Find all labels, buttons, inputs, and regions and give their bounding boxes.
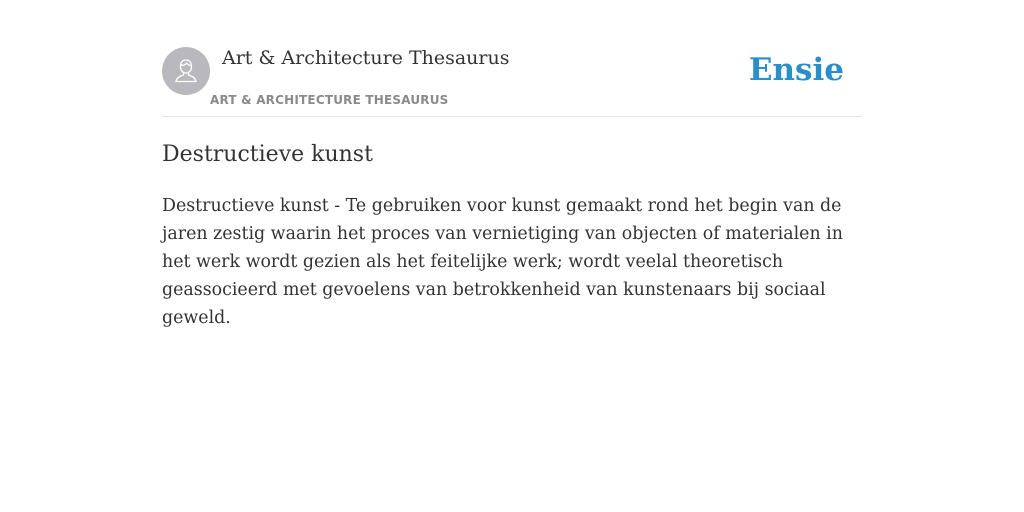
page-title: Destructieve kunst bbox=[162, 142, 373, 167]
article-header bbox=[162, 46, 862, 117]
user-avatar-icon bbox=[171, 56, 201, 86]
article-body: Destructieve kunst - Te gebruiken voor kunst gemaakt rond het begin van de jaren zestig waarin het proces van vernietiging van objecten of materialen in het werk wordt gezien als het feitelijke werk; wordt veelal theoretisch geassocieerd met gevoelens van betrokkenheid van kunstenaars bij sociaal geweld. bbox=[162, 196, 843, 328]
author-name[interactable]: Art & Architecture Thesaurus bbox=[222, 47, 510, 69]
author-avatar[interactable] bbox=[162, 47, 210, 95]
ensie-logo[interactable]: Ensie bbox=[748, 52, 844, 88]
author-subtitle: ART & ARCHITECTURE THESAURUS bbox=[210, 93, 449, 107]
